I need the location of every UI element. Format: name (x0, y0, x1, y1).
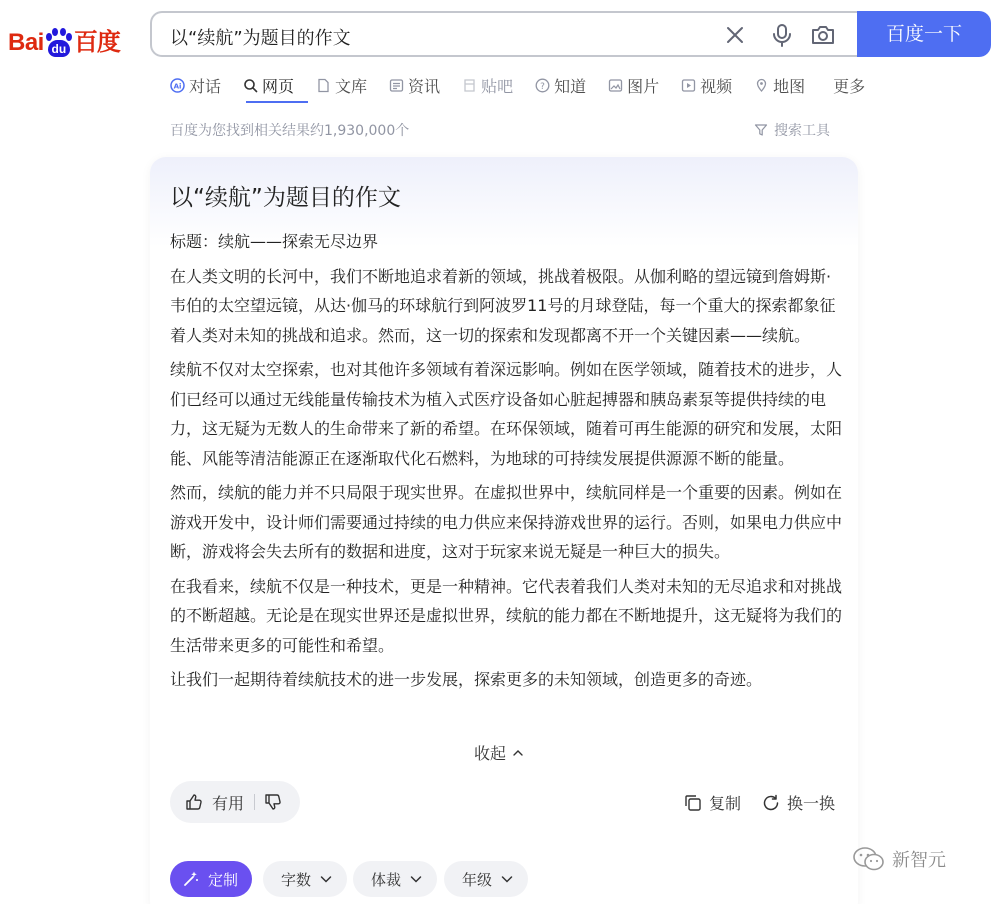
search-tools-button[interactable] (754, 120, 830, 140)
baidu-logo[interactable] (8, 14, 136, 58)
tab-tieba[interactable] (462, 72, 513, 98)
magic-wand-icon (182, 870, 200, 888)
tab-news[interactable] (389, 72, 440, 98)
logo-text-bai: Bai (8, 29, 44, 56)
watermark-text: 新智元 (892, 850, 946, 871)
copy-button[interactable] (683, 791, 741, 814)
chip-label: 定制 (208, 870, 239, 889)
chevron-up-icon (512, 747, 524, 759)
search-icon (243, 78, 258, 93)
tab-more[interactable] (833, 72, 865, 98)
tab-label: 更多 (833, 76, 866, 96)
video-icon (681, 78, 696, 93)
search-button[interactable]: 百度一下 (857, 11, 991, 57)
search-tools-label: 搜索工具 (774, 123, 830, 139)
search-tabs (170, 72, 887, 100)
filter-icon (754, 123, 768, 137)
thumbs-up-icon[interactable] (184, 792, 204, 812)
essay-body (170, 227, 842, 700)
collapse-button[interactable] (474, 741, 524, 764)
result-count: 百度为您找到相关结果约1,930,000个 (170, 123, 410, 139)
tab-video[interactable] (681, 72, 732, 98)
divider (254, 794, 255, 810)
chip-label: 年级 (462, 870, 493, 889)
search-input[interactable] (150, 11, 860, 57)
copy-label: 复制 (709, 794, 742, 813)
search-query[interactable]: 以“续航”为题目的作文 (170, 28, 351, 49)
card-title: 以“续航”为题目的作文 (170, 185, 401, 211)
paw-icon (45, 28, 73, 58)
tab-chat[interactable] (170, 72, 221, 98)
regenerate-label: 换一换 (787, 794, 836, 813)
tab-label: 贴吧 (481, 76, 514, 96)
tab-wenku[interactable] (316, 72, 367, 98)
chip-label: 字数 (281, 870, 312, 889)
camera-icon[interactable] (810, 22, 836, 48)
essay-paragraph: 续航不仅对太空探索，也对其他许多领域有着深远影响。例如在医学领域，随着技术的进步，人们已经可以通过无线能量传输技术为植入式医疗设备如心脏起搏器和胰岛素泵等提供持续的电力，这无疑为无数人的生命带来了新的希望。在环保领域，随着可再生能源的研究和发展，太阳能、风能等清洁能源正在逐渐取代化石燃料，为地球的可持续发展提供源源不断的能量。 (170, 360, 843, 468)
logo-text-baidu: 百度 (73, 29, 120, 56)
collapse-label: 收起 (474, 744, 507, 763)
ai-chat-icon (170, 78, 185, 93)
map-icon (754, 78, 769, 93)
refresh-icon (761, 793, 781, 813)
news-icon (389, 78, 404, 93)
essay-paragraph: 在人类文明的长河中，我们不断地追求着新的领域，挑战着极限。从伽利略的望远镜到詹姆斯·韦伯的太空望远镜，从达·伽马的环球航行到阿波罗11号的月球登陆，每一个重大的探索都象征着人类对未知的挑战和追求。然而，这一切的探索和发现都离不开一个关键因素——续航。 (170, 266, 836, 345)
chevron-down-icon (409, 872, 423, 886)
chevron-down-icon (319, 872, 333, 886)
tab-label: 视频 (700, 76, 733, 96)
tab-label: 文库 (335, 76, 368, 96)
tab-map[interactable] (754, 72, 805, 98)
useful-label[interactable]: 有用 (212, 793, 245, 813)
svg-text:Ai: Ai (173, 81, 182, 90)
feedback-pill (170, 781, 300, 823)
tab-label: 地图 (773, 76, 806, 96)
word-count-chip[interactable] (263, 861, 347, 897)
thumbs-down-icon[interactable] (263, 792, 283, 812)
wechat-watermark (852, 846, 946, 872)
tab-label: 对话 (189, 76, 222, 96)
tab-label: 网页 (262, 76, 295, 96)
regenerate-button[interactable] (761, 791, 835, 814)
customize-chip[interactable] (170, 861, 252, 897)
essay-heading: 标题：续航——探索无尽边界 (170, 232, 379, 251)
clear-icon[interactable] (722, 22, 748, 48)
document-icon (316, 78, 331, 93)
essay-paragraph: 然而，续航的能力并不只局限于现实世界。在虚拟世界中，续航同样是一个重要的因素。例如在游戏开发中，设计师们需要通过持续的电力供应来保持游戏世界的运行。否则，如果电力供应中断，游戏将会失去所有的数据和进度，这对于玩家来说无疑是一种巨大的损失。 (170, 483, 843, 561)
microphone-icon[interactable] (769, 22, 795, 48)
wechat-icon (852, 846, 886, 872)
tab-zhidao[interactable] (535, 72, 586, 98)
logo-text-du: du (48, 40, 70, 57)
svg-text:?: ? (540, 81, 545, 92)
question-icon (535, 78, 550, 93)
chevron-down-icon (500, 872, 514, 886)
active-tab-indicator (246, 101, 308, 103)
essay-paragraph: 让我们一起期待着续航技术的进一步发展，探索更多的未知领域，创造更多的奇迹。 (170, 670, 763, 689)
tab-web[interactable] (243, 72, 294, 98)
tab-images[interactable] (608, 72, 659, 98)
copy-icon (683, 793, 703, 813)
grade-chip[interactable] (444, 861, 528, 897)
essay-paragraph: 在我看来，续航不仅是一种技术，更是一种精神。它代表着我们人类对未知的无尽追求和对挑战的不断超越。无论是在现实世界还是虚拟世界，续航的能力都在不断地提升，这无疑将为我们的生活带来更多的可能性和希望。 (170, 576, 843, 655)
chip-label: 体裁 (371, 870, 402, 889)
genre-chip[interactable] (353, 861, 437, 897)
tab-label: 知道 (554, 76, 587, 96)
image-icon (608, 78, 623, 93)
tab-label: 图片 (627, 76, 660, 96)
tab-label: 资讯 (408, 76, 441, 96)
ai-answer-card (150, 157, 858, 904)
tieba-icon (462, 78, 477, 93)
